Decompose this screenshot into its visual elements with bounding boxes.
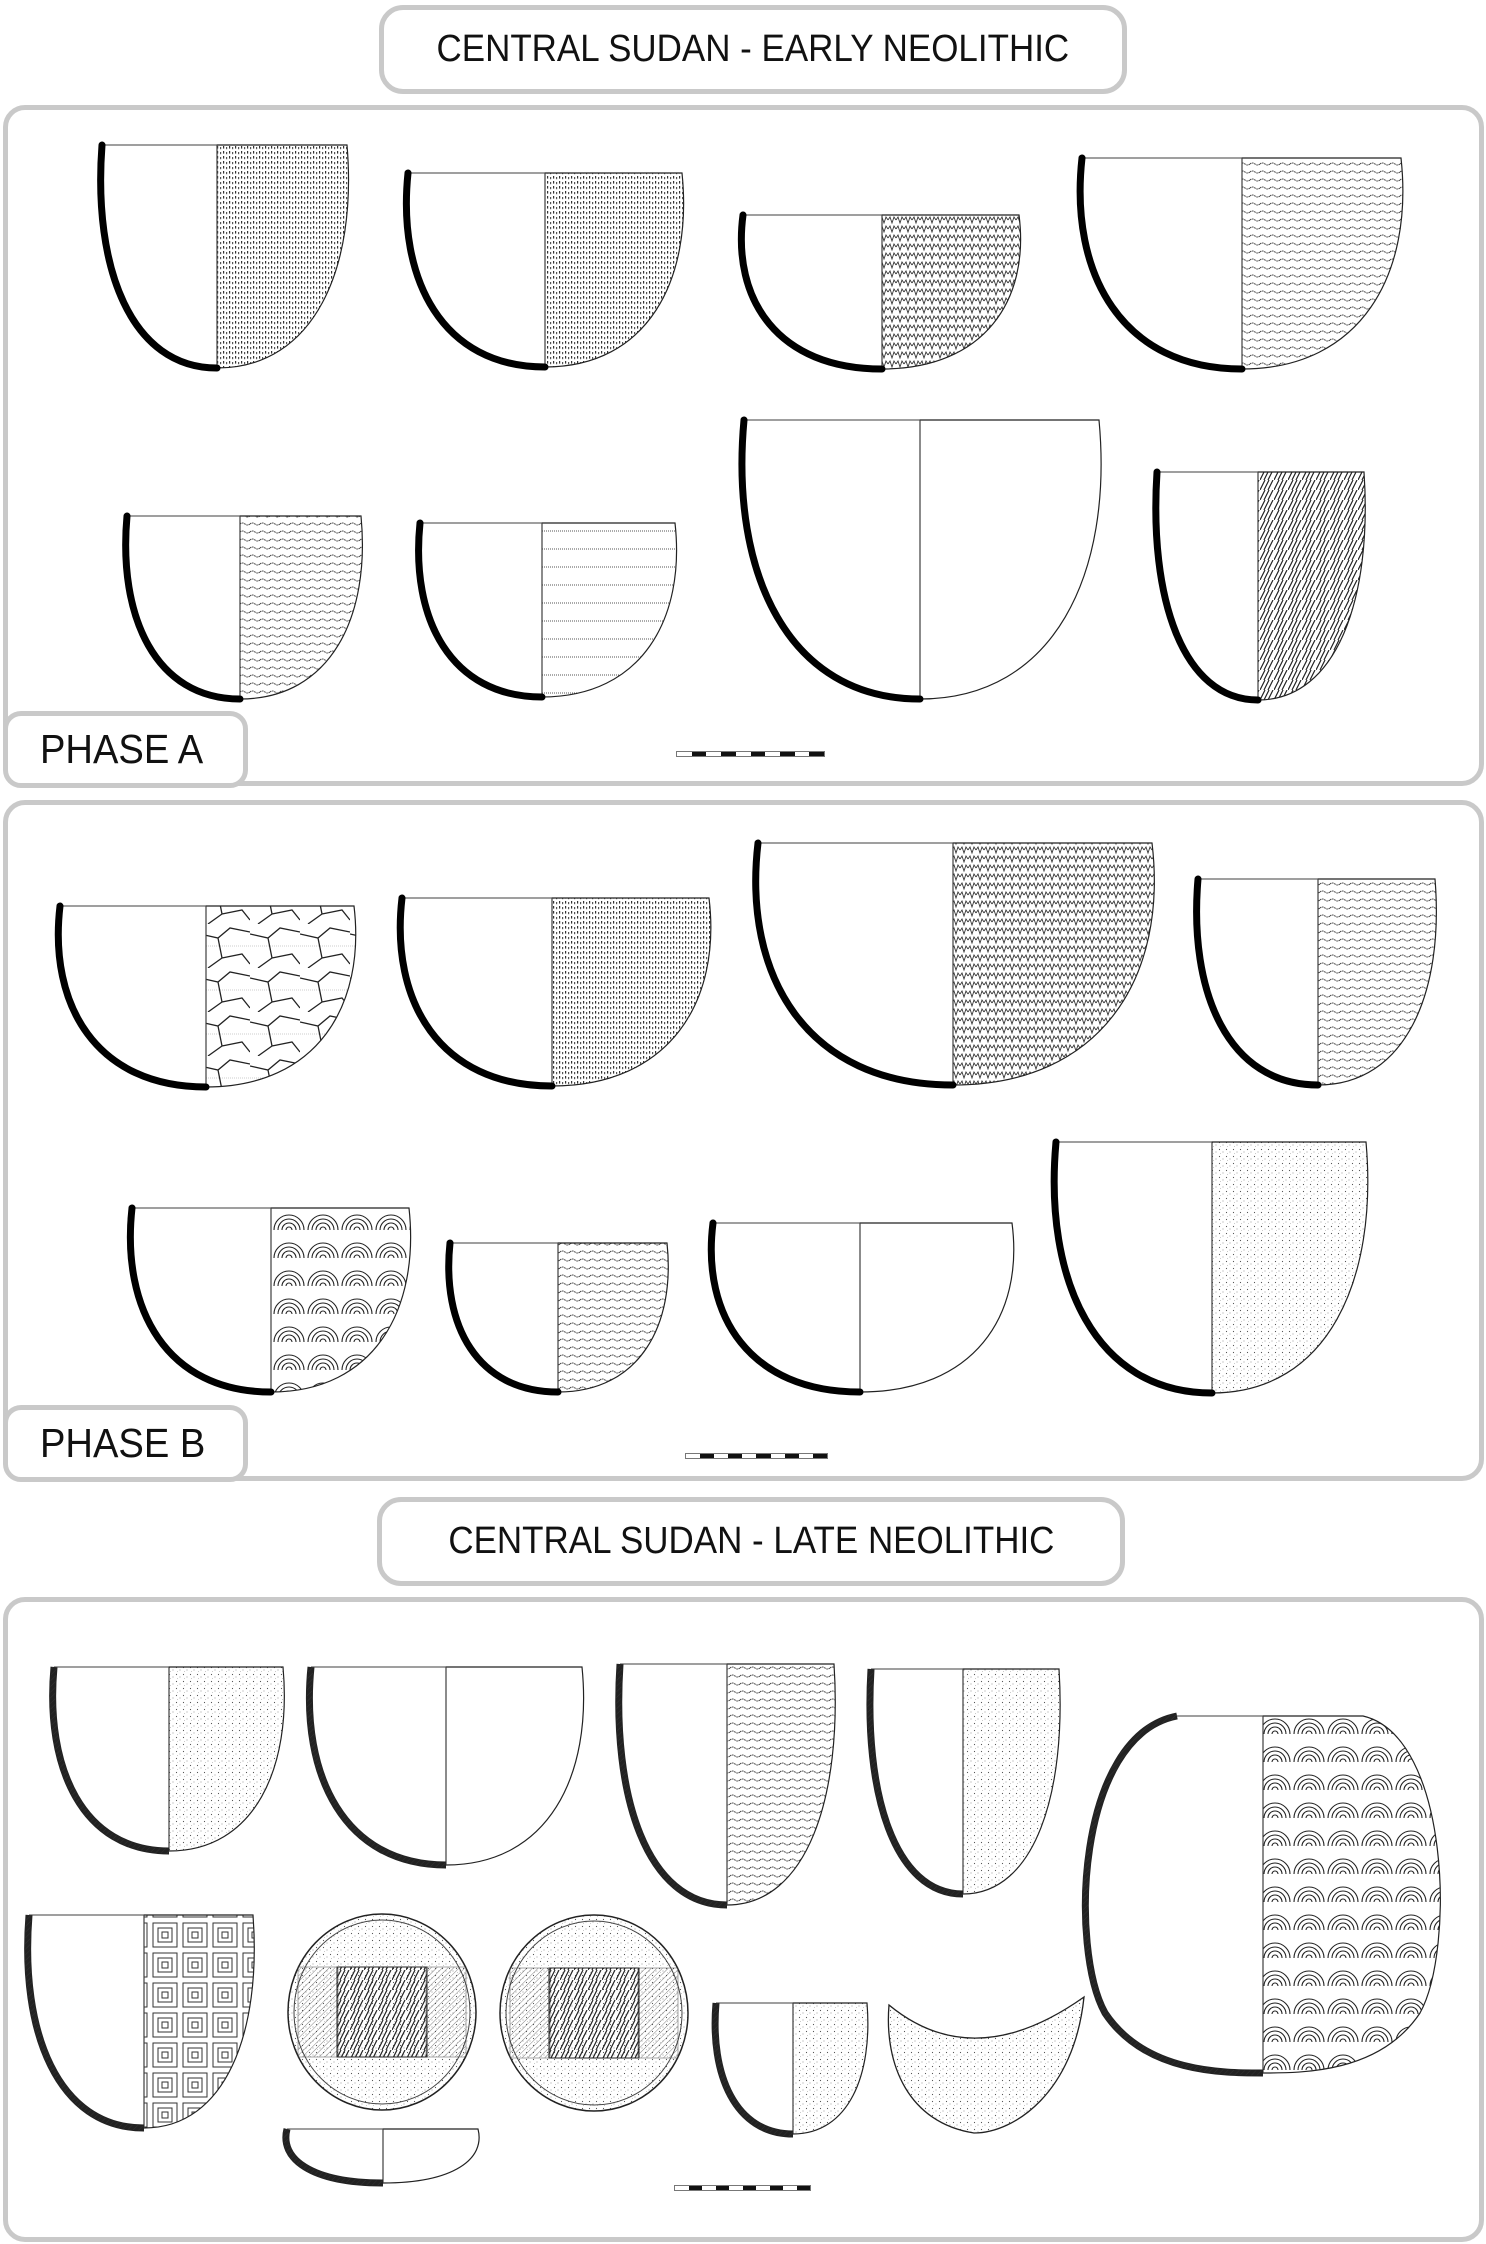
panel-phase-a: [3, 105, 1484, 786]
title-early-neolithic-text: CENTRAL SUDAN - EARLY NEOLITHIC: [436, 28, 1070, 70]
phase-b-label-text: PHASE B: [40, 1420, 206, 1466]
phase-b-label: [3, 1405, 248, 1482]
title-late-neolithic: [377, 1497, 1125, 1586]
title-late-neolithic-text: CENTRAL SUDAN - LATE NEOLITHIC: [447, 1520, 1055, 1562]
scale-bar-late-neolithic: [674, 2185, 811, 2191]
phase-a-label: [3, 711, 248, 788]
panel-late-neolithic: [3, 1597, 1484, 2242]
phase-a-label-text: PHASE A: [40, 726, 204, 772]
panel-phase-b: [3, 800, 1484, 1481]
title-early-neolithic: [379, 5, 1127, 94]
scale-bar-phase-b: [685, 1453, 828, 1459]
scale-bar-phase-a: [676, 751, 825, 757]
